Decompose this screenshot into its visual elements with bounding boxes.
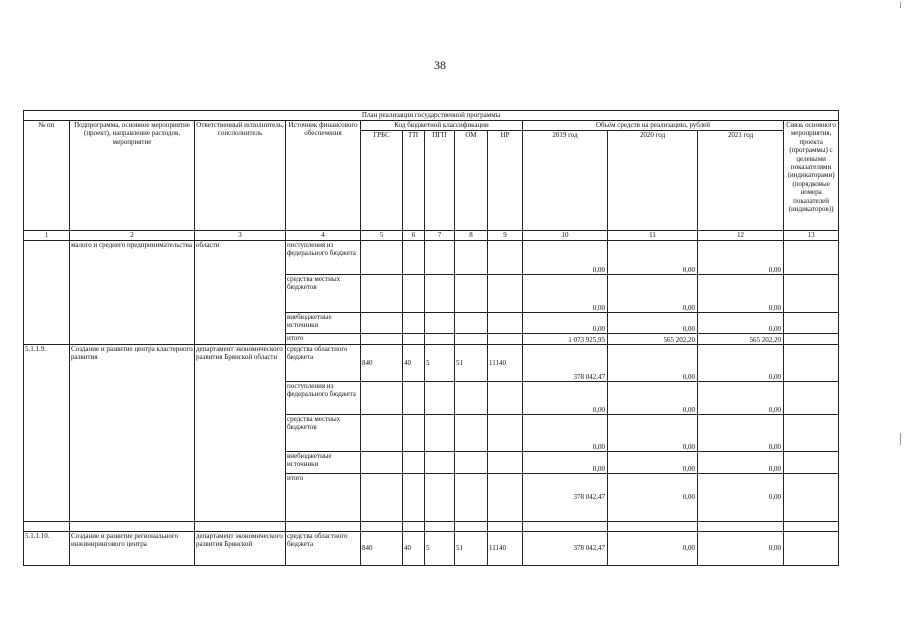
- scan-mark: [900, 2, 901, 8]
- header-link: Связь основного мероприятия, проекта (программы) с целевыми показателями (индикаторами) (порядковые номера показателей (индикаторов)): [784, 121, 839, 231]
- header-budget-code: Код бюджетной классификации: [361, 121, 523, 131]
- header-source: Источник финансового обеспечения: [286, 121, 361, 231]
- col-number: 2: [70, 231, 195, 241]
- col-number: 9: [488, 231, 523, 241]
- value-2021: 0,00: [698, 452, 784, 474]
- row-source: итого: [286, 334, 361, 345]
- col-number: 1: [24, 231, 70, 241]
- header-2021: 2021 год: [698, 131, 784, 231]
- value-2021: 0,00: [698, 415, 784, 452]
- code-grbs: 840: [361, 532, 403, 566]
- value-2019: 0,00: [523, 275, 608, 313]
- value-2020: 0,00: [608, 382, 698, 415]
- code-om: 51: [455, 345, 488, 382]
- header-2020: 2020 год: [608, 131, 698, 231]
- row-num: [24, 241, 70, 345]
- col-number: 13: [784, 231, 839, 241]
- col-number: 10: [523, 231, 608, 241]
- value-2021: 0,00: [698, 241, 784, 275]
- table-row: [24, 532, 839, 566]
- table-row: [24, 522, 839, 532]
- row-source: средства областного бюджета: [286, 532, 361, 566]
- code-np: 11140: [488, 532, 523, 566]
- value-2021: 0,00: [698, 382, 784, 415]
- col-number: 7: [425, 231, 455, 241]
- value-2019: 0,00: [523, 382, 608, 415]
- header-grbs: ГРБС: [361, 131, 403, 231]
- total-2021: 0,00: [698, 474, 784, 522]
- row-source: внебюджетные источники: [286, 452, 361, 474]
- table-row: [24, 241, 839, 275]
- value-2021: 0,00: [698, 313, 784, 334]
- value-2021: 0,00: [698, 345, 784, 382]
- row-source: средства местных бюджетов: [286, 415, 361, 452]
- value-2020: 0,00: [608, 313, 698, 334]
- col-number: 4: [286, 231, 361, 241]
- value-2019: 378 042,47: [523, 345, 608, 382]
- code-pgp: 5: [425, 532, 455, 566]
- row-source: средства областного бюджета: [286, 345, 361, 382]
- col-number: 12: [698, 231, 784, 241]
- value-2019: 378 042,47: [523, 532, 608, 566]
- col-number: 5: [361, 231, 403, 241]
- code-gp: 40: [403, 345, 425, 382]
- header-om: ОМ: [455, 131, 488, 231]
- table-caption: План реализации государственной программы: [24, 111, 839, 121]
- row-source: поступления из федерального бюджета: [286, 382, 361, 415]
- row-executor: области: [195, 241, 286, 345]
- row-source: итого: [286, 474, 361, 522]
- total-2020: 0,00: [608, 474, 698, 522]
- col-number: 8: [455, 231, 488, 241]
- code-np: 11140: [488, 345, 523, 382]
- total-2020: 565 202,20: [608, 334, 698, 345]
- value-2019: 0,00: [523, 241, 608, 275]
- row-name: Создание и развитие центра кластерного развития: [70, 345, 195, 522]
- table-row: [24, 345, 839, 382]
- value-2019: 0,00: [523, 415, 608, 452]
- scan-mark: [900, 433, 901, 445]
- row-name: Создание и развитие регионального инжинирингового центра: [70, 532, 195, 566]
- col-number: 3: [195, 231, 286, 241]
- value-2020: 0,00: [608, 452, 698, 474]
- total-2019: 1 073 925,95: [523, 334, 608, 345]
- row-source: внебюджетные источники: [286, 313, 361, 334]
- plan-table: [23, 110, 839, 566]
- row-num: 5.1.1.9.: [24, 345, 70, 522]
- value-2019: 0,00: [523, 313, 608, 334]
- row-source: средства местных бюджетов: [286, 275, 361, 313]
- header-np: НР: [488, 131, 523, 231]
- row-executor: департамент экономического развития Брянской области: [195, 345, 286, 522]
- row-source: поступления из федерального бюджета: [286, 241, 361, 275]
- col-number: 11: [608, 231, 698, 241]
- row-num: 5.1.1.10.: [24, 532, 70, 566]
- code-grbs: 840: [361, 345, 403, 382]
- total-2019: 378 042,47: [523, 474, 608, 522]
- code-pgp: 5: [425, 345, 455, 382]
- page-number: 38: [434, 58, 446, 72]
- value-2020: 0,00: [608, 345, 698, 382]
- total-2021: 565 202,20: [698, 334, 784, 345]
- value-2021: 0,00: [698, 532, 784, 566]
- value-2021: 0,00: [698, 275, 784, 313]
- header-gp: ГП: [403, 131, 425, 231]
- header-pgp: ПГП: [425, 131, 455, 231]
- row-executor: департамент экономического развития Брянской: [195, 532, 286, 566]
- col-number: 6: [403, 231, 425, 241]
- value-2020: 0,00: [608, 532, 698, 566]
- header-executor: Ответственный исполнитель, соисполнитель: [195, 121, 286, 231]
- value-2020: 0,00: [608, 241, 698, 275]
- header-2019: 2019 год: [523, 131, 608, 231]
- header-volume: Объём средств на реализацию, рублей: [523, 121, 784, 131]
- row-name: малого и среднего предпринимательства: [70, 241, 195, 345]
- code-om: 51: [455, 532, 488, 566]
- code-gp: 40: [403, 532, 425, 566]
- column-number-row: [24, 231, 839, 241]
- header-num: № пп: [24, 121, 70, 231]
- header-subprogram: Подпрограмма, основное мероприятие (проект), направление расходов, мероприятие: [70, 121, 195, 231]
- value-2019: 0,00: [523, 452, 608, 474]
- value-2020: 0,00: [608, 275, 698, 313]
- value-2020: 0,00: [608, 415, 698, 452]
